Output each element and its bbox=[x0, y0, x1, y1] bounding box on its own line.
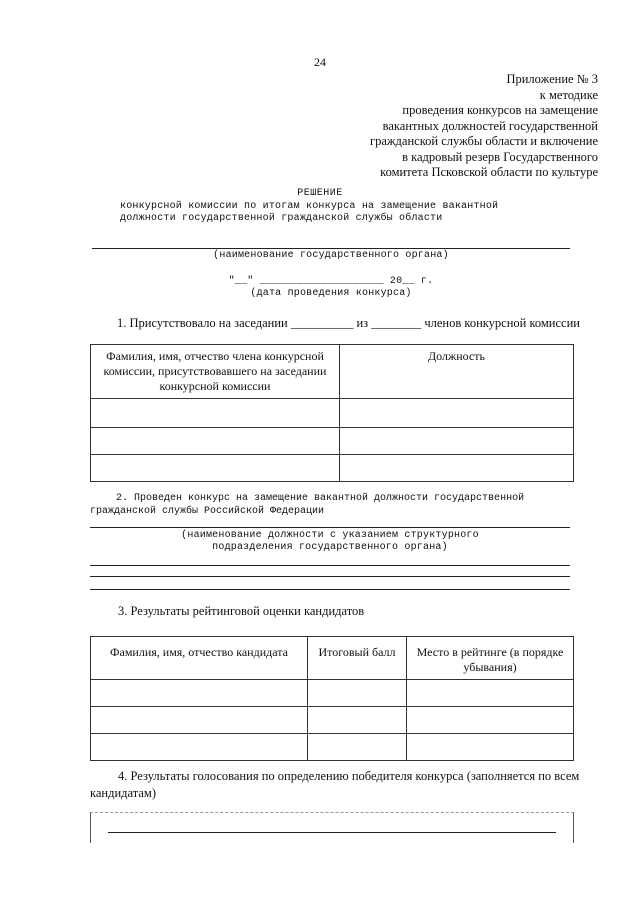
position-caption-line: подразделения государственного органа) bbox=[212, 542, 448, 553]
table-cell[interactable] bbox=[91, 707, 308, 734]
appendix-line: в кадровый резерв Государственного bbox=[402, 149, 598, 164]
section2-line: 2. Проведен конкурс на замещение вакантной должности государственной bbox=[116, 493, 525, 504]
rating-table bbox=[90, 636, 574, 761]
date-caption: (дата проведения конкурса) bbox=[250, 288, 412, 299]
rating-header-name: Фамилия, имя, отчество кандидата bbox=[91, 637, 308, 680]
section4-line: кандидатам) bbox=[90, 786, 156, 800]
members-header-name: Фамилия, имя, отчество члена конкурсной комиссии, присутствовавшего на заседании конкурсной комиссии bbox=[91, 345, 340, 399]
blank-line[interactable] bbox=[90, 589, 570, 590]
date-line[interactable]: "__" ____________________ 20__ г. bbox=[228, 276, 434, 287]
voting-table-top bbox=[90, 812, 574, 843]
table-cell[interactable] bbox=[91, 734, 308, 761]
section2-line: гражданской службы Российской Федерации bbox=[90, 506, 325, 517]
table-cell[interactable] bbox=[308, 734, 407, 761]
table-cell[interactable] bbox=[407, 734, 574, 761]
table-cell[interactable] bbox=[308, 680, 407, 707]
table-row bbox=[91, 455, 574, 482]
section2-text bbox=[90, 492, 572, 518]
section3-title: 3. Результаты рейтинговой оценки кандидатов bbox=[118, 604, 365, 618]
table-cell[interactable] bbox=[91, 399, 340, 428]
table-row bbox=[91, 680, 574, 707]
position-name-line[interactable] bbox=[90, 527, 570, 528]
appendix-line: гражданской службы области и включение bbox=[370, 134, 598, 148]
table-cell[interactable] bbox=[407, 707, 574, 734]
table-row bbox=[91, 428, 574, 455]
table-cell[interactable] bbox=[91, 680, 308, 707]
org-name-caption: (наименование государственного органа) bbox=[213, 250, 449, 261]
table-row bbox=[91, 399, 574, 428]
position-caption bbox=[90, 530, 570, 554]
table-cell[interactable] bbox=[340, 455, 574, 482]
appendix-line: проведения конкурсов на замещение bbox=[402, 103, 598, 117]
appendix-line: вакантных должностей государственной bbox=[382, 118, 598, 133]
decision-subtitle-line: должности государственной гражданской службы области bbox=[120, 213, 443, 224]
rating-header-score: Итоговый балл bbox=[308, 637, 407, 680]
appendix-line: к методике bbox=[539, 87, 598, 102]
table-cell[interactable] bbox=[91, 428, 340, 455]
members-header-position: Должность bbox=[340, 345, 574, 399]
decision-subtitle-line: конкурсной комиссии по итогам конкурса на замещение вакантной bbox=[120, 201, 499, 212]
section4-text bbox=[90, 768, 580, 802]
position-caption-line: (наименование должности с указанием структурного bbox=[181, 530, 479, 541]
blank-line[interactable] bbox=[90, 565, 570, 566]
blank-line[interactable] bbox=[108, 832, 556, 833]
section4-line: 4. Результаты голосования по определению победителя конкурса (заполняется по всем bbox=[118, 769, 580, 783]
table-cell[interactable] bbox=[340, 428, 574, 455]
table-cell[interactable] bbox=[340, 399, 574, 428]
members-table bbox=[90, 344, 574, 482]
table-row bbox=[91, 707, 574, 734]
appendix-block bbox=[298, 72, 598, 181]
decision-subtitle bbox=[120, 201, 590, 225]
org-name-line[interactable] bbox=[92, 248, 570, 249]
rating-header-place: Место в рейтинге (в порядке убывания) bbox=[407, 637, 574, 680]
appendix-line: Приложение № 3 bbox=[506, 72, 598, 86]
section1-text: 1. Присутствовало на заседании __________ из ________ членов конкурсной комиссии bbox=[117, 316, 580, 330]
decision-title: РЕШЕНИЕ bbox=[297, 188, 343, 199]
appendix-line: комитета Псковской области по культуре bbox=[380, 165, 598, 179]
table-cell[interactable] bbox=[308, 707, 407, 734]
table-cell[interactable] bbox=[407, 680, 574, 707]
table-row bbox=[91, 734, 574, 761]
table-cell[interactable] bbox=[91, 455, 340, 482]
blank-line[interactable] bbox=[90, 576, 570, 577]
page-number: 24 bbox=[314, 55, 326, 69]
